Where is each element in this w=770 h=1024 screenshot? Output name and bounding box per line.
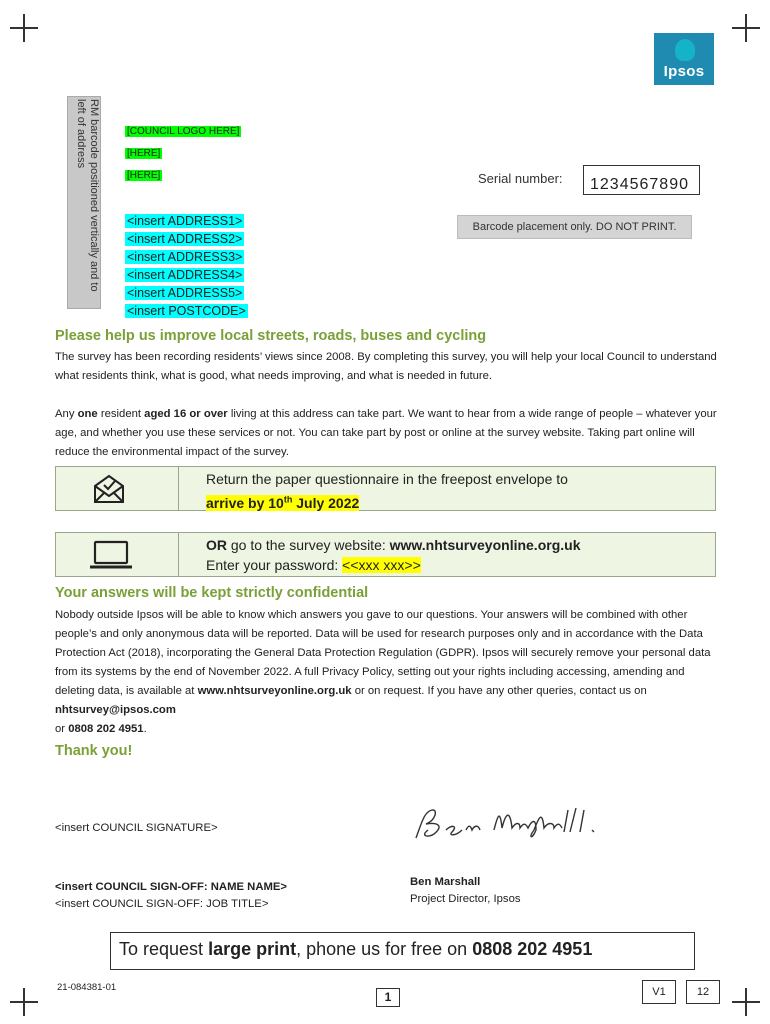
ipsos-signoff-title: Project Director, Ipsos <box>410 893 521 905</box>
online-survey-band <box>55 532 716 577</box>
intro-paragraph-2: Any one resident aged 16 or over living at this address can take part. We want to hear from a wide range of people – whatever your age, and whether you use these services or not. You can take part by post or online at the survey website. Taking part online will reduce the environmental impact of the survey. <box>55 408 717 458</box>
ipsos-logo <box>654 33 714 85</box>
barcode-placement-note: Barcode placement only. DO NOT PRINT. <box>457 215 692 239</box>
rm-barcode-note: RM barcode positioned vertically and to left of address <box>75 99 100 292</box>
confidential-paragraph: Nobody outside Ipsos will be able to know which answers you gave to our questions. Your answers will be combined with other people’s and only anonymous data will be reported. Data will be used for research purposes only and in accordance with the Data Protection Act (2018), incorporating the General Data Protection Regulation (GDPR). Ipsos will securely remove your personal data from its systems by the end of November 2022. A full Privacy Policy, setting out your rights including accessing, amending and deleting data, is available at www.nhtsurveyonline.org.uk or on request. If you have any other queries, contact us on nhtsurvey@ipsos.com or 0808 202 4951. <box>55 609 711 735</box>
survey-website-link[interactable]: www.nhtsurveyonline.org.uk <box>389 537 581 553</box>
return-instruction: Return the paper questionnaire in the freepost envelope to <box>206 471 568 487</box>
ipsos-signoff <box>410 874 521 908</box>
large-print-box: To request large print, phone us for free on 0808 202 4951 <box>110 932 695 970</box>
council-signature-placeholder: <insert COUNCIL SIGNATURE> <box>55 822 218 834</box>
crop-mark-bottom-left <box>10 988 38 1016</box>
envelope-icon <box>92 473 126 505</box>
rm-barcode-box <box>67 96 101 309</box>
address-line-5: <insert ADDRESS5> <box>127 286 243 300</box>
ipsos-logo-text: Ipsos <box>663 63 705 80</box>
crop-mark-bottom-right <box>732 988 760 1016</box>
contact-phone: 0808 202 4951 <box>68 723 144 735</box>
online-instruction: OR go to the survey website: www.nhtsurveyonline.org.uk <box>206 537 581 553</box>
address-block <box>125 212 265 320</box>
council-signoff <box>55 879 287 913</box>
council-signoff-title: <insert COUNCIL SIGN-OFF: JOB TITLE> <box>55 898 269 910</box>
password-placeholder: <<xxx xxx>> <box>342 557 421 573</box>
intro-heading: Please help us improve local streets, roads, buses and cycling <box>55 328 487 344</box>
return-questionnaire-band <box>55 466 716 511</box>
page-number: 1 <box>376 988 400 1007</box>
password-line: Enter your password: <<xxx xxx>> <box>206 557 421 573</box>
address-postcode: <insert POSTCODE> <box>127 304 246 318</box>
here-placeholder-2: [HERE] <box>127 170 161 181</box>
return-deadline: arrive by 10th July 2022 <box>206 494 360 511</box>
ipsos-logo-head-icon <box>675 39 695 61</box>
crop-mark-top-left <box>10 14 38 42</box>
document-reference: 21-084381-01 <box>57 982 117 993</box>
laptop-icon <box>89 540 133 570</box>
serial-number-value: 1234567890 <box>583 165 700 195</box>
council-logo-placeholder: [COUNCIL LOGO HERE] <box>127 126 240 137</box>
contact-email-link[interactable]: nhtsurvey@ipsos.com <box>55 704 176 716</box>
version-label: V1 <box>642 980 676 1004</box>
questionnaire-count: 12 <box>686 980 720 1004</box>
ben-marshall-signature <box>408 800 608 846</box>
here-placeholder-1: [HERE] <box>127 148 161 159</box>
ipsos-signoff-name: Ben Marshall <box>410 876 481 888</box>
address-line-4: <insert ADDRESS4> <box>127 268 243 282</box>
address-line-2: <insert ADDRESS2> <box>127 232 243 246</box>
address-line-3: <insert ADDRESS3> <box>127 250 243 264</box>
intro-paragraph-1: The survey has been recording residents’ views since 2008. By completing this survey, you will help your local Council to understand what residents think, what is good, what needs improving, and what is needed in future. <box>55 351 717 382</box>
privacy-website-link[interactable]: www.nhtsurveyonline.org.uk <box>197 685 352 697</box>
confidential-heading: Your answers will be kept strictly confidential <box>55 585 369 601</box>
thank-you-heading: Thank you! <box>55 743 133 759</box>
large-print-phone: 0808 202 4951 <box>472 939 593 959</box>
address-line-1: <insert ADDRESS1> <box>127 214 243 228</box>
serial-number-label: Serial number: <box>478 171 563 186</box>
crop-mark-top-right <box>732 14 760 42</box>
council-signoff-name: <insert COUNCIL SIGN-OFF: NAME NAME> <box>55 881 288 893</box>
